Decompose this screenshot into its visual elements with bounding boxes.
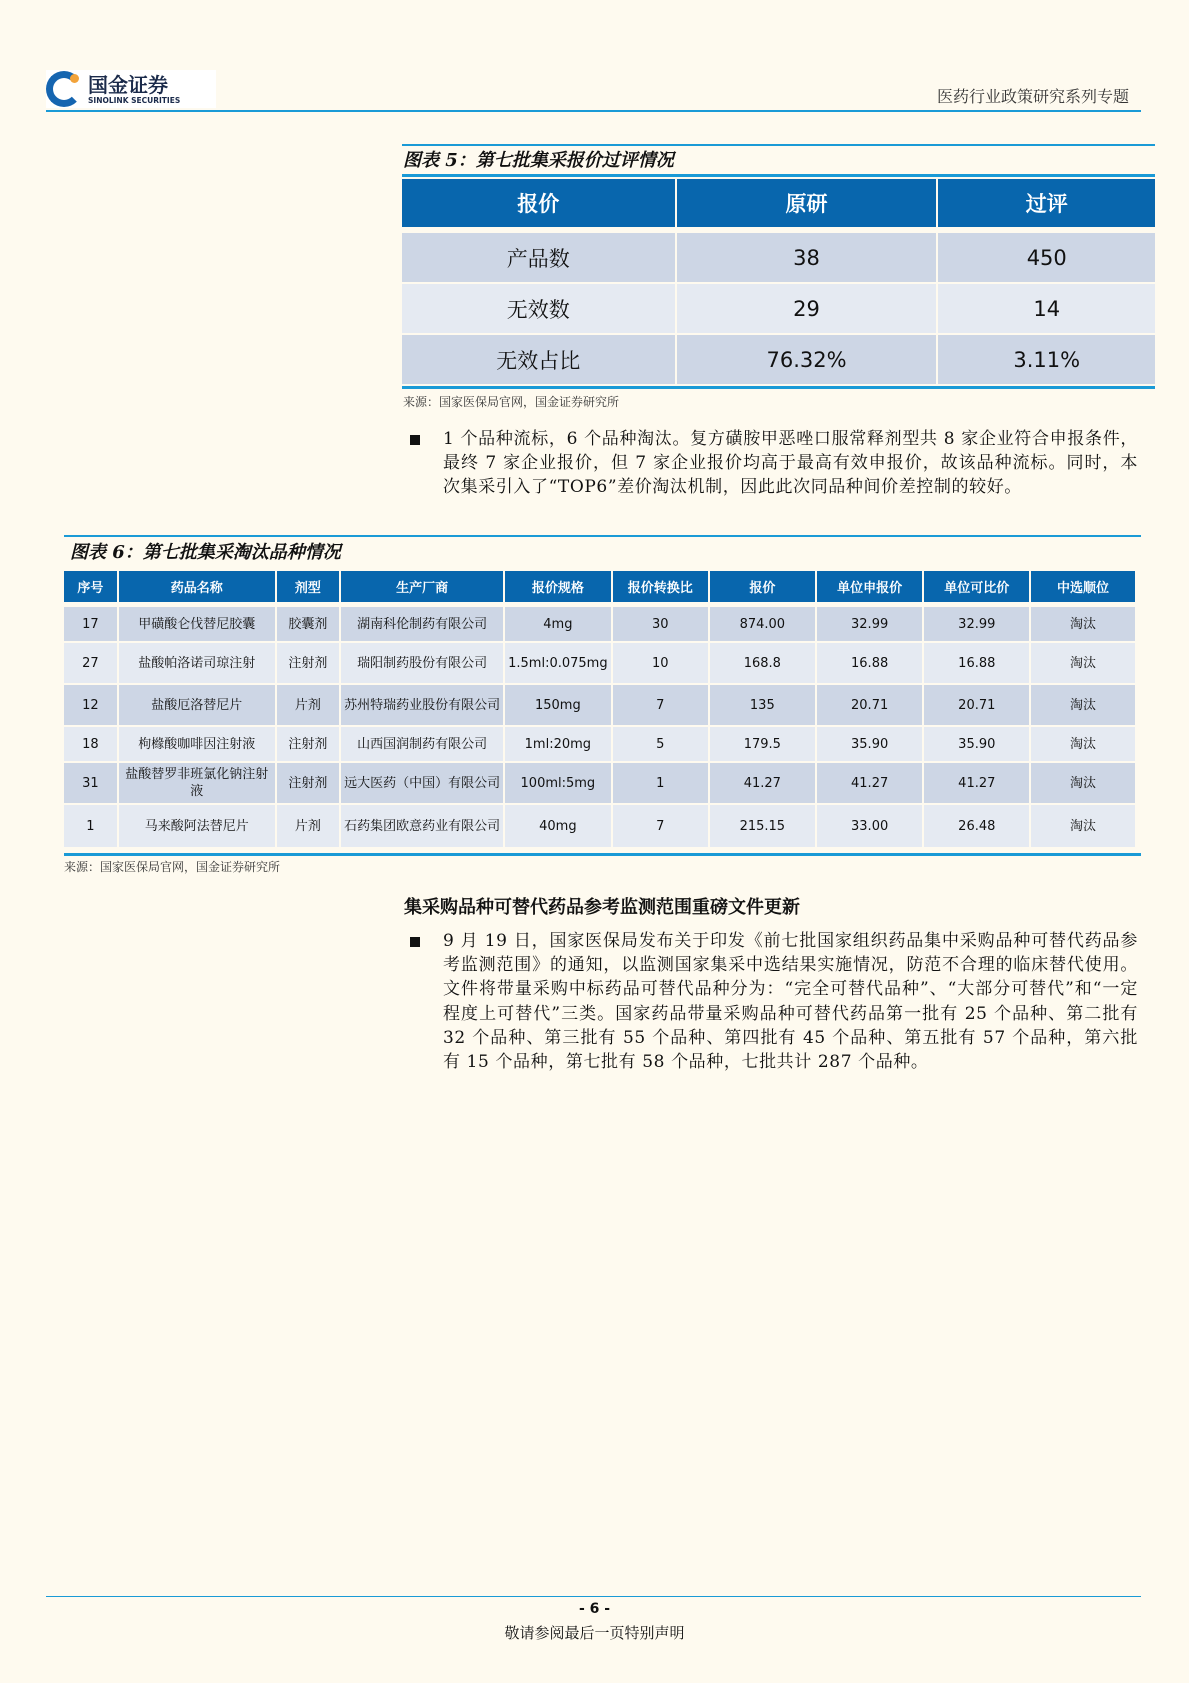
cell: 胶囊剂 (277, 607, 339, 641)
cell: 产品数 (402, 233, 675, 282)
cell: 无效占比 (402, 335, 675, 384)
cell: 41.27 (924, 763, 1029, 803)
cell: 石药集团欧意药业有限公司 (341, 805, 503, 847)
fig5-bottom-rule (402, 386, 1155, 389)
cell: 450 (938, 233, 1155, 282)
logo-cn: 国金证券 (88, 72, 168, 97)
table-row (402, 284, 1155, 333)
col-header: 过评 (938, 179, 1155, 227)
cell: 38 (677, 233, 937, 282)
fig6-top-rule (64, 535, 1141, 537)
col-header: 报价规格 (505, 571, 610, 602)
cell: 盐酸替罗非班氯化钠注射液 (119, 763, 275, 803)
fig5-table (400, 177, 1157, 386)
cell: 41.27 (817, 763, 923, 803)
col-header: 序号 (64, 571, 117, 602)
cell: 35.90 (817, 727, 923, 761)
cell: 20.71 (817, 685, 923, 725)
cell: 无效数 (402, 284, 675, 333)
cell: 7 (613, 805, 708, 847)
cell: 远大医药（中国）有限公司 (341, 763, 503, 803)
col-header: 药品名称 (119, 571, 275, 602)
footer-divider (46, 1596, 1141, 1597)
doc-title: 医药行业政策研究系列专题 (936, 87, 1129, 106)
col-header: 单位可比价 (924, 571, 1029, 602)
cell: 苏州特瑞药业股份有限公司 (341, 685, 503, 725)
section-title: 集采购品种可替代药品参考监测范围重磅文件更新 (404, 897, 800, 918)
cell: 18 (64, 727, 117, 761)
col-header: 原研 (677, 179, 937, 227)
cell: 30 (613, 607, 708, 641)
cell: 26.48 (924, 805, 1029, 847)
cell: 注射剂 (277, 763, 339, 803)
fig6-table (62, 569, 1137, 849)
cell: 湖南科伦制药有限公司 (341, 607, 503, 641)
cell: 35.90 (924, 727, 1029, 761)
cell: 32.99 (924, 607, 1029, 641)
fig6-bottom-rule (64, 853, 1141, 856)
cell: 淘汰 (1031, 607, 1135, 641)
cell: 1 (613, 763, 708, 803)
cell: 33.00 (817, 805, 923, 847)
header-divider (46, 110, 1141, 112)
cell: 4mg (505, 607, 610, 641)
col-header: 报价转换比 (613, 571, 708, 602)
cell: 片剂 (277, 805, 339, 847)
cell: 1 (64, 805, 117, 847)
col-header: 报价 (710, 571, 815, 602)
col-header: 报价 (402, 179, 675, 227)
cell: 17 (64, 607, 117, 641)
cell: 215.15 (710, 805, 815, 847)
table-header-row (64, 571, 1135, 602)
cell: 16.88 (924, 643, 1029, 683)
cell: 150mg (505, 685, 610, 725)
page-number: - 6 - (578, 1601, 611, 1617)
cell: 注射剂 (277, 727, 339, 761)
company-logo (46, 70, 216, 108)
paragraph-1: 1 个品种流标，6 个品种淘汰。复方磺胺甲恶唑口服常释剂型共 8 家企业符合申报条件，最终 7 家企业报价，但 7 家企业报价均高于最高有效申报价，故该品种流标。同时，本次集采引入了“TOP6”差价淘汰机制，因此此次同品种间价差控制的较好。 (443, 429, 1138, 498)
cell: 29 (677, 284, 937, 333)
cell: 淘汰 (1031, 727, 1135, 761)
cell: 淘汰 (1031, 685, 1135, 725)
bullet-icon (410, 435, 420, 445)
col-header: 中选顺位 (1031, 571, 1135, 602)
cell: 14 (938, 284, 1155, 333)
fig5-source: 来源：国家医保局官网，国金证券研究所 (403, 395, 620, 409)
logo-en: SINOLINK SECURITIES (88, 95, 181, 105)
paragraph-2: 9 月 19 日，国家医保局发布关于印发《前七批国家组织药品集中采购品种可替代药品参考监测范围》的通知，以监测国家集采中选结果实施情况，防范不合理的临床替代使用。文件将带量采购中标药品可替代品种分为：“完全可替代品种”、“大部分可替代”和“一定程度上可替代”三类。国家药品带量采购品种可替代药品第一批有 25 个品种、第二批有 32 个品种、第三批有 55 个品种、第四批有 45 个品种、第五批有 57 个品种，第六批有 15 个品种，第七批有 58 个品种，七批共计 287 个品种。 (443, 931, 1138, 1073)
table-row (64, 643, 1135, 683)
cell: 168.8 (710, 643, 815, 683)
cell: 1ml:20mg (505, 727, 610, 761)
table-header-row (402, 179, 1155, 227)
cell: 片剂 (277, 685, 339, 725)
col-header: 生产厂商 (341, 571, 503, 602)
cell: 盐酸帕洛诺司琼注射 (119, 643, 275, 683)
cell: 12 (64, 685, 117, 725)
cell: 1.5ml:0.075mg (505, 643, 610, 683)
table-row (64, 607, 1135, 641)
cell: 瑞阳制药股份有限公司 (341, 643, 503, 683)
cell: 3.11% (938, 335, 1155, 384)
cell: 枸橼酸咖啡因注射液 (119, 727, 275, 761)
table-row (402, 335, 1155, 384)
cell: 10 (613, 643, 708, 683)
cell: 马来酸阿法替尼片 (119, 805, 275, 847)
cell: 135 (710, 685, 815, 725)
cell: 7 (613, 685, 708, 725)
table-row (64, 763, 1135, 803)
cell: 甲磺酸仑伐替尼胶囊 (119, 607, 275, 641)
cell: 31 (64, 763, 117, 803)
cell: 179.5 (710, 727, 815, 761)
cell: 盐酸厄洛替尼片 (119, 685, 275, 725)
cell: 40mg (505, 805, 610, 847)
cell: 41.27 (710, 763, 815, 803)
table-row (64, 727, 1135, 761)
cell: 874.00 (710, 607, 815, 641)
cell: 淘汰 (1031, 805, 1135, 847)
fig6-source: 来源：国家医保局官网，国金证券研究所 (64, 860, 281, 874)
col-header: 单位申报价 (817, 571, 923, 602)
fig5-title: 图表 5：第七批集采报价过评情况 (403, 150, 674, 171)
cell: 27 (64, 643, 117, 683)
cell: 20.71 (924, 685, 1029, 725)
fig6-title: 图表 6：第七批集采淘汰品种情况 (70, 542, 341, 563)
cell: 山西国润制药有限公司 (341, 727, 503, 761)
cell: 32.99 (817, 607, 923, 641)
cell: 76.32% (677, 335, 937, 384)
table-row (64, 685, 1135, 725)
cell: 淘汰 (1031, 643, 1135, 683)
logo-icon (46, 71, 82, 107)
col-header: 剂型 (277, 571, 339, 602)
table-row (402, 233, 1155, 282)
cell: 16.88 (817, 643, 923, 683)
cell: 注射剂 (277, 643, 339, 683)
cell: 5 (613, 727, 708, 761)
bullet-icon (410, 937, 420, 947)
cell: 100ml:5mg (505, 763, 610, 803)
table-row (64, 805, 1135, 847)
footer-disclaimer: 敬请参阅最后一页特别声明 (504, 1624, 685, 1642)
cell: 淘汰 (1031, 763, 1135, 803)
